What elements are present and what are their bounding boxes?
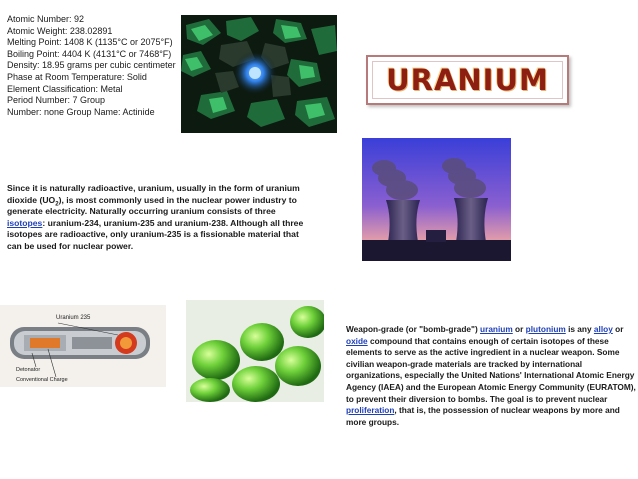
diagram-label-charge: Conventional Charge <box>16 377 68 383</box>
fact-density: Density: 18.95 grams per cubic centimeter <box>7 60 176 71</box>
element-facts <box>7 14 183 118</box>
intro-text-1: Since it is naturally radioactive, uranium, usually in the form of uranium dioxide (UO <box>7 183 300 205</box>
title-box <box>366 55 569 105</box>
weapon-text-4: or <box>612 324 624 334</box>
proliferation-link[interactable]: proliferation <box>346 405 395 416</box>
weapon-text-3: is any <box>565 324 594 334</box>
oxide-link[interactable]: oxide <box>346 335 368 346</box>
weapon-text-2: or <box>512 324 526 334</box>
fact-boiling-point: Boiling Point: 4404 K (4131°C or 7468°F) <box>7 48 172 59</box>
uranium-glass-image <box>186 300 324 402</box>
intro-subscript: 2 <box>55 201 59 208</box>
intro-text-3: : uranium-234, uranium-235 and uranium-238. Although all three isotopes are radioactive, only uranium-235 is a fissionable material that can be used for nuclear power. <box>7 217 304 251</box>
fact-classification: Element Classification: Metal <box>7 83 123 94</box>
uranium-link[interactable]: uranium <box>480 324 513 334</box>
weapon-text-5: compound that contains enough of certain isotopes of these elements to serve as the active ingredient in a nuclear weapon. Some civilian weapon-grade materials are tracked by international organizations, especially the United Nations' International Atomic Energy Agency (IAEA) and the European Atomic Energy Community (EURATOM), to prevent their diversion to bombs. The goal is to prevent nuclear <box>346 335 636 404</box>
intro-paragraph <box>7 183 307 253</box>
fact-atomic-weight: Atomic Weight: 238.02891 <box>7 25 113 36</box>
plutonium-link[interactable]: plutonium <box>525 324 566 334</box>
fact-phase: Phase at Room Temperature: Solid <box>7 71 147 82</box>
fact-group-name: Number: none Group Name: Actinide <box>7 106 155 117</box>
weapon-text-6: , that is, the possession of nuclear weapons by more and more groups. <box>346 405 620 427</box>
page-title: URANIUM <box>386 63 549 97</box>
cooling-towers-image <box>362 138 511 261</box>
uranium-ore-image <box>181 15 337 133</box>
fact-melting-point: Melting Point: 1408 K (1135°C or 2075°F) <box>7 37 173 48</box>
alloy-link[interactable]: alloy <box>593 324 613 334</box>
weapon-grade-paragraph <box>346 324 636 428</box>
intro-text-2: ), is most commonly used in the nuclear power industry to generate electricity. Naturally occurring uranium consists of three <box>7 194 297 217</box>
fact-period-group: Period Number: 7 Group <box>7 95 106 106</box>
fact-atomic-number: Atomic Number: 92 <box>7 14 85 24</box>
diagram-label-detonator: Detonator <box>16 367 41 373</box>
diagram-label-uranium: Uranium 235 <box>56 315 91 321</box>
bomb-diagram-image <box>0 305 166 387</box>
weapon-text-1: Weapon-grade (or "bomb-grade") <box>346 324 481 334</box>
isotopes-link[interactable]: isotopes <box>7 217 43 228</box>
